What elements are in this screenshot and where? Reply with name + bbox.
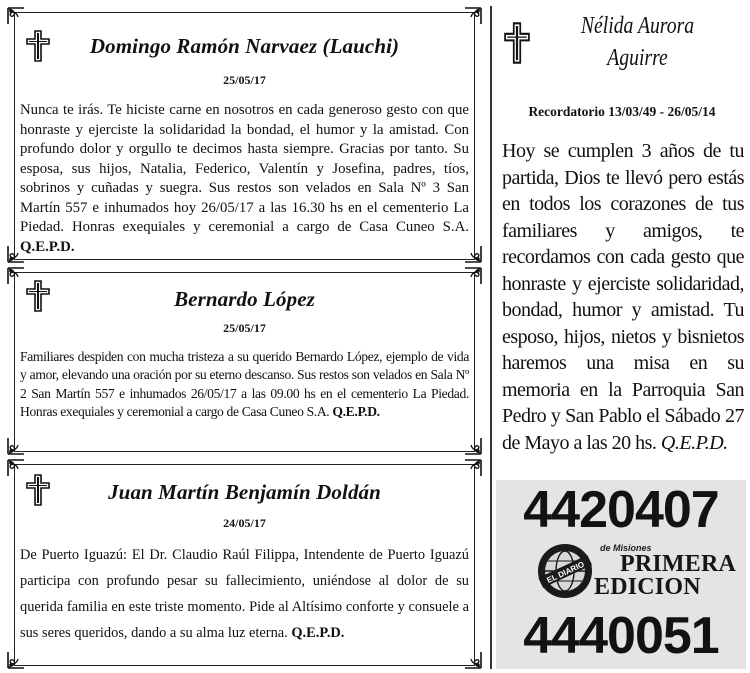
notice-date: 24/05/17 [223, 516, 266, 530]
ad-phone-1: 4420407 [523, 481, 719, 539]
notice-date: 25/05/17 [223, 321, 266, 335]
ad-phone-2: 4440051 [523, 607, 719, 665]
corner-ornament-icon [6, 458, 26, 478]
column-divider [490, 6, 492, 669]
cross-icon [504, 22, 530, 64]
notice-closing: Q.E.P.D. [332, 403, 380, 419]
ad-brand-line2: EDICION [594, 574, 701, 600]
newspaper-ad [496, 480, 746, 669]
notice-text: Nunca te irás. Te hiciste carne en nosotros en cada generoso gesto con que honraste y ejerciste la solidaridad la bondad, el humor y la amistad. Con profundo dolor y orgullo te decimos hasta siempre. Gracias por tanto. Su esposa, sus hijos, Natalia, Federico, Valentín y Josefina, padres, tíos, sobrinos y cuñadas y suegra. Sus restos son velados en Sala Nº 3 San Martín 557 e inhumados hoy 26/05/17 a las 16.30 hs en el cementerio La Piedad. Honras exequiales y ceremonial a cargo de Casa Cuneo S.A. Q.E.P.D. [20, 102, 469, 255]
recordatorio-name-line1: Nélida Aurora [580, 13, 695, 39]
corner-ornament-icon [6, 6, 26, 26]
corner-ornament-icon [463, 650, 483, 670]
recordatorio-name-line2: Aguirre [607, 45, 668, 71]
notice-name: Domingo Ramón Narvaez (Lauchi) [89, 34, 400, 58]
notice-closing: Q.E.P.D. [291, 625, 345, 641]
ad-brand-subtitle: de Misiones [600, 543, 652, 553]
ad-brand-line1: PRIMERA [620, 551, 737, 577]
notice-text: De Puerto Iguazú: El Dr. Claudio Raúl Filippa, Intendente de Puerto Iguazú participa con profundo pesar su fallecimiento, uniéndose al dolor de su querida familia en este triste momento. Pide al Altísimo conforte y consuele a sus seres queridos, dando a su alma luz eterna. Q.E.P.D. [20, 547, 469, 641]
obituary-notice-3 [6, 458, 483, 670]
corner-ornament-icon [463, 458, 483, 478]
notice-name: Juan Martín Benjamín Doldán [108, 480, 381, 504]
notice-closing: Q.E.P.D. [20, 238, 75, 255]
corner-ornament-icon [6, 436, 26, 456]
obituary-notice-2 [6, 266, 483, 456]
recordatorio-subtitle: Recordatorio 13/03/49 - 26/05/14 [528, 104, 716, 119]
recordatorio-closing: Q.E.P.D. [660, 431, 728, 454]
recordatorio-text: Hoy se cumplen 3 años de tu partida, Dios te llevó pero estás en todos los corazones de tus familiares y amigos, te recordamos con cada gesto que honraste y ejerciste solidaridad, bondad, humor y amistad. Tu esposo, hijos, nietos y bisnietos haremos una misa en su memoria en la Parroquia San Pedro y San Pablo el Sábado 27 de Mayo a las 20 hs. Q.E.P.D. [502, 140, 744, 454]
corner-ornament-icon [6, 650, 26, 670]
corner-ornament-icon [463, 6, 483, 26]
corner-ornament-icon [463, 266, 483, 286]
obituary-notice-1 [6, 6, 483, 264]
notice-date: 25/05/17 [223, 73, 266, 87]
corner-ornament-icon [463, 436, 483, 456]
corner-ornament-icon [6, 266, 26, 286]
globe-logo-icon [536, 542, 594, 600]
notice-name: Bernardo López [174, 287, 315, 311]
notice-text: Familiares despiden con mucha tristeza a su querido Bernardo López, ejemplo de vida y amor, elevando una oración por su eterno descanso. Sus restos son velados en Sala Nº 2 San Martín 557 e inhumados 26/05/17 a las 09.00 hs en el cementerio La Piedad. Honras exequiales y ceremonial a cargo de Casa Cuneo S.A. Q.E.P.D. [20, 349, 469, 419]
logo-ring-text: EL DIARIO [545, 559, 586, 585]
